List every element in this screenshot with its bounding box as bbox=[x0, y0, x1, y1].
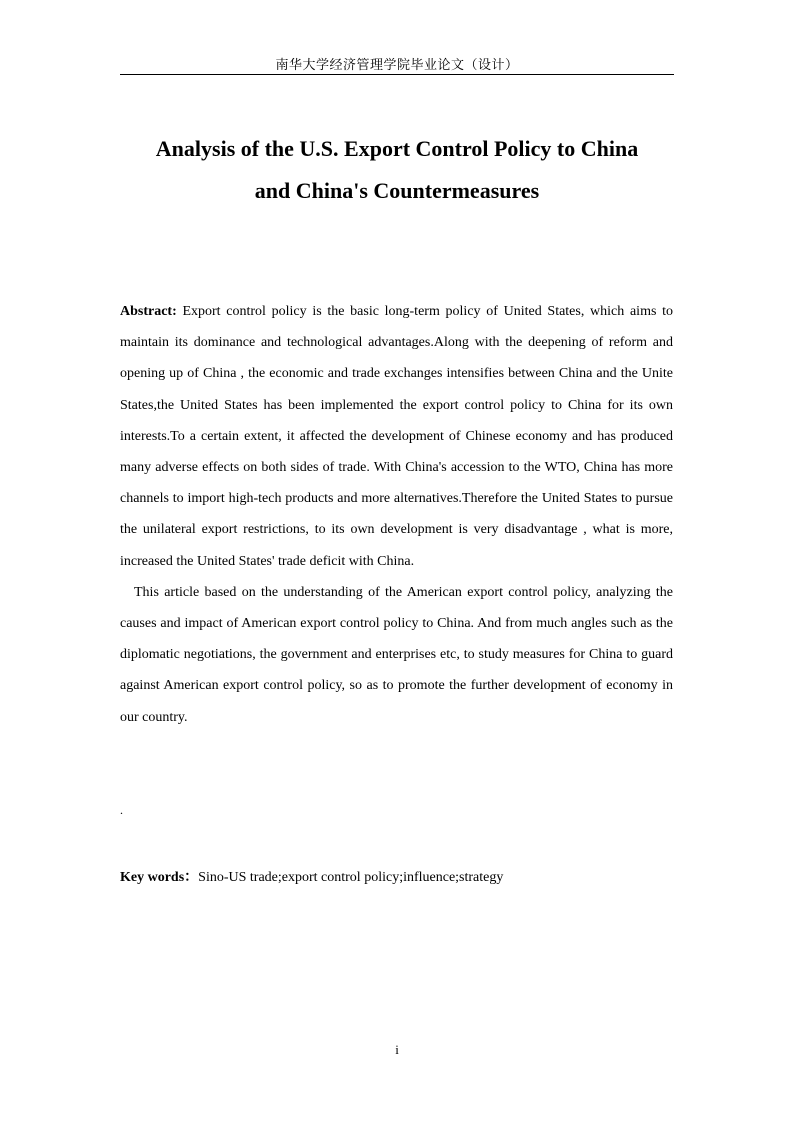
abstract-text-1: Export control policy is the basic long-term policy of United States, which aims to maintain its dominance and technological advantages.Along with the deepening of reform and opening up of China , the economic and trade exchanges intensifies between China and the Unite States,the United States has been implemented the export control policy to China for its own interests.To a certain extent, it affected the development of Chinese economy and has produced many adverse effects on both sides of trade. With China's accession to the WTO, China has more channels to import high-tech products and more alternatives.Therefore the United States to pursue the unilateral export restrictions, to its own development is very disadvantage , what is more, increased the United States' trade deficit with China. bbox=[120, 304, 673, 569]
header-rule bbox=[120, 74, 674, 75]
title-line-2: and China's Countermeasures bbox=[254, 178, 540, 203]
abstract-paragraph-2: This article based on the understanding of the American export control policy, analyzing the causes and impact of American export control policy to China. And from much angles such as the diplomatic negotiations, the government and enterprises etc, to study measures for China to guard against American export control policy, so as to promote the further development of economy in our country. bbox=[120, 584, 673, 725]
paper-title bbox=[100, 128, 694, 212]
running-header: 南华大学经济管理学院毕业论文（设计） bbox=[275, 58, 519, 73]
keywords-line bbox=[120, 866, 503, 890]
title-line-1: Analysis of the U.S. Export Control Policy to China bbox=[155, 136, 639, 161]
abstract-label: Abstract: bbox=[120, 304, 177, 319]
keywords-label: Key words： bbox=[120, 870, 199, 885]
trailing-dot: . bbox=[120, 803, 123, 817]
keywords-text: Sino-US trade;export control policy;influence;strategy bbox=[198, 870, 504, 885]
abstract-paragraph-1 bbox=[120, 296, 673, 577]
abstract-section bbox=[120, 296, 673, 733]
page-number: i bbox=[395, 1042, 399, 1057]
